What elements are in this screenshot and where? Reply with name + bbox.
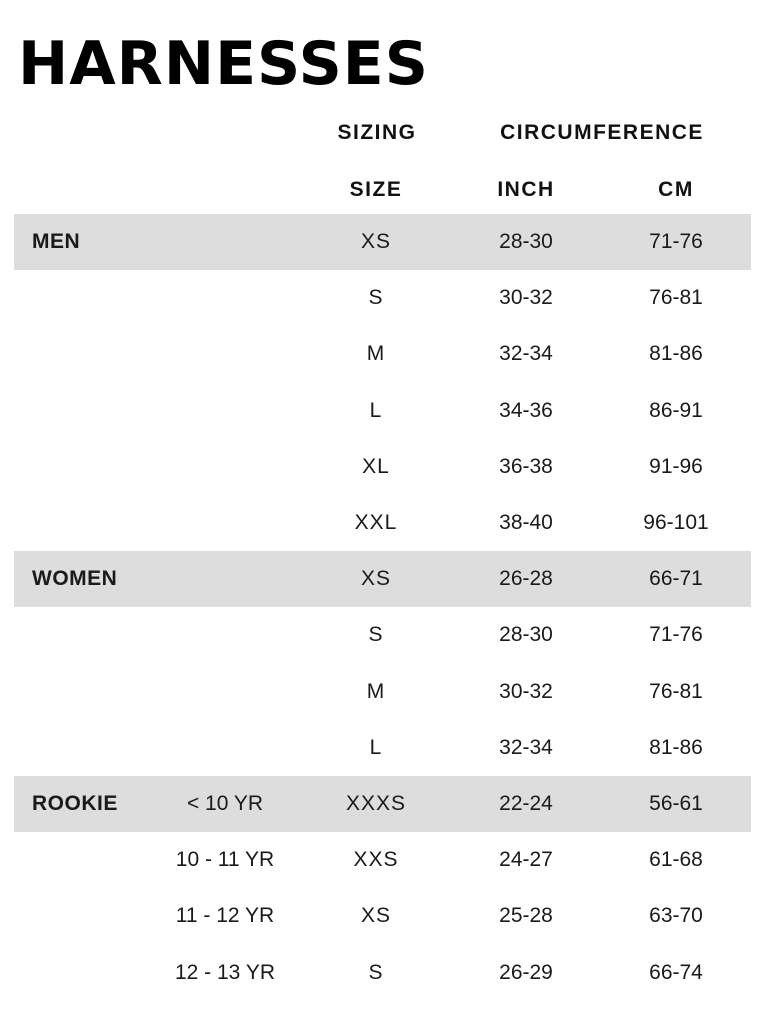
inch-cell: 38-40 [499, 511, 553, 534]
inch-cell: 32-34 [499, 736, 553, 759]
category-cell: WOMEN [32, 567, 118, 590]
age-cell [160, 607, 290, 663]
table-row [14, 664, 751, 720]
table-row [14, 383, 751, 439]
inch-cell: 24-27 [499, 848, 553, 871]
header-circumference: CIRCUMFERENCE [500, 121, 704, 144]
category-cell: ROOKIE [32, 792, 118, 815]
cm-cell: 71-76 [649, 230, 703, 253]
age-cell [160, 439, 290, 495]
header-sizing: SIZING [337, 121, 417, 144]
inch-cell: 22-24 [499, 792, 553, 815]
size-cell: XL [362, 455, 390, 478]
page-title: HARNESSES [18, 29, 429, 99]
size-cell: XXXS [345, 792, 407, 815]
header-size: SIZE [349, 178, 403, 201]
table-row [14, 495, 751, 551]
cm-cell: 86-91 [649, 399, 703, 422]
inch-cell: 30-32 [499, 286, 553, 309]
table-row [14, 326, 751, 382]
size-cell: S [368, 286, 384, 309]
inch-cell: 28-30 [499, 623, 553, 646]
cm-cell: 91-96 [649, 455, 703, 478]
inch-cell: 28-30 [499, 230, 553, 253]
table-row [14, 551, 751, 607]
size-cell: L [369, 399, 383, 422]
table-row [14, 607, 751, 663]
cm-cell: 81-86 [649, 736, 703, 759]
table-row [14, 214, 751, 270]
age-cell [160, 720, 290, 776]
cm-cell: 76-81 [649, 680, 703, 703]
age-cell: 10 - 11 YR [175, 848, 275, 871]
size-cell: XS [360, 567, 391, 590]
table-row [14, 832, 751, 888]
cm-cell: 61-68 [649, 848, 703, 871]
category-cell: MEN [32, 230, 81, 253]
size-cell: XS [360, 230, 391, 253]
inch-cell: 26-29 [499, 961, 553, 984]
age-cell [160, 214, 290, 270]
size-cell: S [368, 961, 384, 984]
cm-cell: 81-86 [649, 342, 703, 365]
size-cell: M [366, 680, 386, 703]
header-cm: CM [658, 178, 694, 201]
cm-cell: 66-71 [649, 567, 703, 590]
size-cell: XXS [353, 848, 399, 871]
age-cell: 12 - 13 YR [174, 961, 275, 984]
size-cell: S [368, 623, 384, 646]
inch-cell: 25-28 [499, 904, 553, 927]
age-cell [160, 383, 290, 439]
cm-cell: 96-101 [643, 511, 709, 534]
cm-cell: 71-76 [649, 623, 703, 646]
inch-cell: 34-36 [499, 399, 553, 422]
age-cell: 11 - 12 YR [175, 904, 275, 927]
size-cell: XXL [354, 511, 398, 534]
age-cell [160, 664, 290, 720]
table-row [14, 888, 751, 944]
table-row [14, 439, 751, 495]
age-cell [160, 326, 290, 382]
age-cell [160, 551, 290, 607]
table-row [14, 945, 751, 1001]
inch-cell: 30-32 [499, 680, 553, 703]
size-cell: XS [360, 904, 391, 927]
size-cell: L [369, 736, 383, 759]
table-row [14, 776, 751, 832]
inch-cell: 26-28 [499, 567, 553, 590]
cm-cell: 56-61 [649, 792, 703, 815]
table-row [14, 720, 751, 776]
inch-cell: 32-34 [499, 342, 553, 365]
cm-cell: 76-81 [649, 286, 703, 309]
size-cell: M [366, 342, 386, 365]
cm-cell: 63-70 [649, 904, 703, 927]
table-row [14, 270, 751, 326]
age-cell [160, 270, 290, 326]
header-inch: INCH [497, 178, 555, 201]
cm-cell: 66-74 [649, 961, 703, 984]
age-cell: < 10 YR [186, 792, 264, 815]
inch-cell: 36-38 [499, 455, 553, 478]
age-cell [160, 495, 290, 551]
